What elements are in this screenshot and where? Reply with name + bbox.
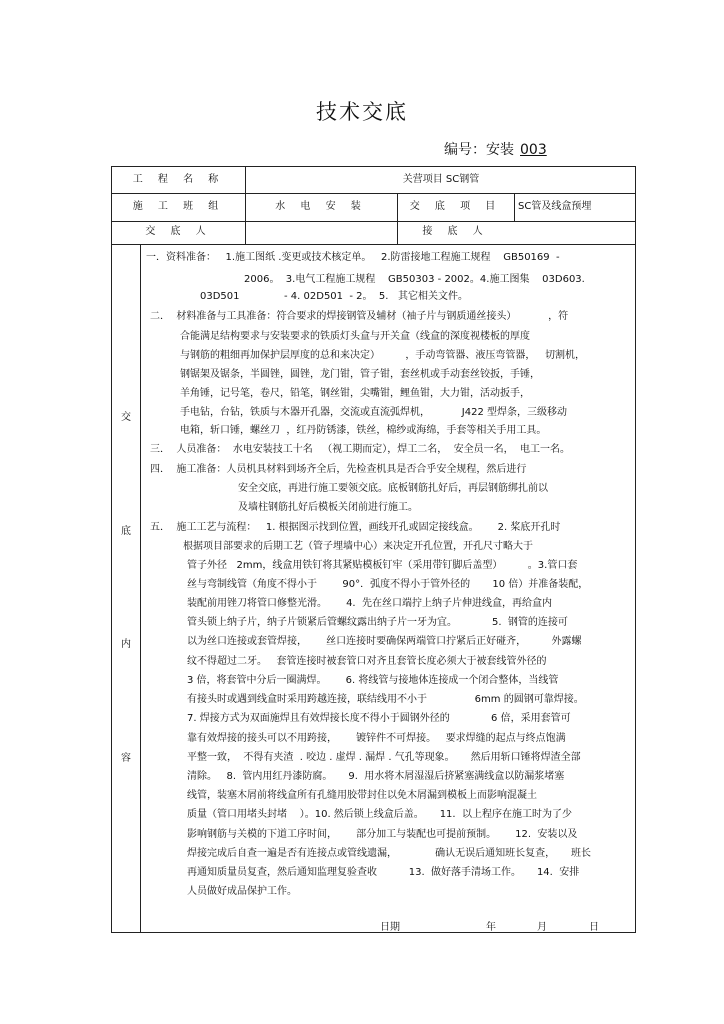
body-line: 手电钻，台钻，铁质与木器开孔器，交流或直流弧焊机， J422 型焊条，三级移动	[180, 407, 568, 418]
team-value: 水 电 安 装	[275, 201, 367, 212]
body-line: 羊角锤，记号笔，卷尺，铅笔，钢丝钳，尖嘴钳，鲤鱼钳，大力钳，活动扳手，	[180, 388, 530, 399]
body-line: 有接头时或遇到线盒时采用跨越连接，联结线用不小于 6mm 的圆钢可靠焊接。	[187, 694, 584, 705]
body-line: 3 倍，将套管中分后一圈满焊。 6. 将线管与接地体连接成一个闭合整体，当线管	[187, 675, 559, 686]
side-label: 交	[121, 412, 131, 423]
row-divider	[112, 221, 635, 222]
project-name-value: 关营项目 SC钢管	[402, 174, 480, 185]
body-line: 合能满足结构要求与安装要求的铁质灯头盒与开关盒（线盒的深度视楼板的厚度	[180, 331, 530, 342]
date-label: 日期	[380, 922, 400, 933]
body-line: 7. 焊接方式为双面施焊且有效焊接长度不得小于圆钢外径的 6 倍，采用套管可	[187, 713, 571, 724]
body-line: 质量（管口用堵头封堵 ）。10. 然后锁上线盒后盖。 11. 以上程序在施工时为了少	[187, 809, 572, 820]
body-line: 五． 施工工艺与流程： 1. 根据图示找到位置，画线开孔或固定接线盒。 2. 桨底开孔时	[150, 522, 561, 533]
disclosure-form	[111, 166, 636, 933]
row-divider	[112, 244, 635, 245]
body-line: 一．资料准备： 1.施工图纸 .变更或技术核定单。 2.防雷接地工程施工规程 GB50169 -	[146, 252, 560, 263]
body-line: 焊接完成后自查一遍是否有连接点或管线遗漏， 确认无误后通知班长复查， 班长	[187, 848, 592, 859]
body-line: 二． 材料准备与工具准备：符合要求的焊接钢管及辅材（袖子片与钢质通丝接头） ，符	[150, 311, 569, 322]
body-line: 平整一致， 不得有夹渣 . 咬边 . 虚焊 . 漏焊 . 气孔等现象。 然后用斩口锤将焊渣全部	[187, 752, 581, 763]
item-label: 交 底 项 目	[409, 201, 502, 212]
body-line: 再通知质量员复查，然后通知监理复验查收 13. 做好落手清场工作。 14. 安排	[187, 867, 580, 878]
body-line: 人员做好成品保护工作。	[187, 886, 297, 897]
column-divider	[140, 244, 141, 933]
body-line: 根据项目部要求的后期工艺（管子埋墙中心）来决定开孔位置，开孔尺寸略大于	[183, 541, 533, 552]
body-line: 纹不得超过二牙。 套管连接时被套管口对齐且套管长度必须大于被套线管外径的	[187, 656, 547, 667]
body-line: 及墙柱钢筋扎好后模板关闭前进行施工。	[238, 502, 418, 513]
body-line: 电箱，斩口锤，螺丝刀 ，红丹防锈漆，铁丝，棉纱或海绵，手套等相关手用工具。	[180, 425, 547, 436]
receiver-label: 接 底 人	[422, 226, 489, 237]
body-line: 靠有效焊接的接头可以不用跨接， 镀锌件不可焊接。 要求焊缝的起点与终点饱满	[187, 733, 566, 744]
document-title: 技术交底	[316, 100, 408, 124]
body-line: 三． 人员准备： 水电安装技工十名 （视工期而定），焊工二名， 安全员一名， 电工一名。	[150, 444, 570, 455]
project-name-label: 工 程 名 称	[132, 174, 225, 185]
document-number-label: 编号：安装	[444, 142, 514, 158]
team-label: 施 工 班 组	[132, 201, 225, 212]
body-line: 与钢筋的粗细再加保护层厚度的总和来决定） ，手动弯管器、液压弯管器， 切割机，	[180, 350, 585, 361]
document-number	[444, 139, 547, 159]
document-number-value: 003	[520, 142, 547, 158]
body-line: 影响钢筋与关模的下道工序时间， 部分加工与装配也可提前预制。 12. 安装以及	[187, 829, 578, 840]
body-line: 丝与弯制线管（角度不得小于 90°．弧度不得小于管外径的 10 倍）并准备装配，	[187, 579, 589, 590]
body-line: 03D501 - 4. 02D501 - 2。 5. 其它相关文件。	[200, 291, 468, 302]
body-line: 管头锁上纳子片，纳子片锁紧后管螺纹露出纳子片一牙为宜。 5. 钢管的连接可	[187, 617, 568, 628]
discloser-label: 交 底 人	[145, 226, 212, 237]
row-divider	[112, 193, 635, 194]
side-label: 容	[121, 753, 131, 764]
body-line: 管子外径 2mm，线盒用铁钉将其紧贴模板钉牢（采用带钉脚后盖型） 。3.管口套	[187, 560, 578, 571]
item-value: SC管及线盒预埋	[518, 201, 592, 212]
body-line: 装配前用锉刀将管口修整光滑。 4. 先在丝口端拧上纳子片伸进线盒，再给盒内	[187, 598, 552, 609]
column-divider	[514, 193, 515, 221]
day-label: 日	[589, 922, 599, 933]
month-label: 月	[537, 922, 547, 933]
body-line: 安全交底，再进行施工要领交底。底板钢筋扎好后，再层钢筋绑扎前以	[238, 483, 548, 494]
body-line: 以为丝口连接或套管焊接， 丝口连接时要确保两端管口拧紧后正好碰齐， 外露螺	[187, 636, 582, 647]
body-line: 清除。 8. 管内用红丹漆防腐。 9. 用水将木屑湿湿后挤紧塞满线盒以防漏浆堵塞	[187, 771, 565, 782]
side-label: 底	[121, 526, 131, 537]
body-line: 线管，装塞木屑前将线盒所有孔缝用胶带封住以免木屑漏到模板上而影响混凝土	[187, 790, 537, 801]
body-line: 钢锯架及锯条，半圆锉，圆锉，龙门钳，管子钳，套丝机或手动套丝铰扳，手锤，	[180, 369, 540, 380]
side-label: 内	[121, 639, 131, 650]
body-line: 四． 施工准备：人员机具材料到场齐全后，先检查机具是否合乎安全规程，然后进行	[150, 464, 527, 475]
year-label: 年	[486, 922, 496, 933]
body-line: 2006。 3.电气工程施工规程 GB50303 - 2002。4.施工图集 03D603.	[244, 274, 585, 285]
